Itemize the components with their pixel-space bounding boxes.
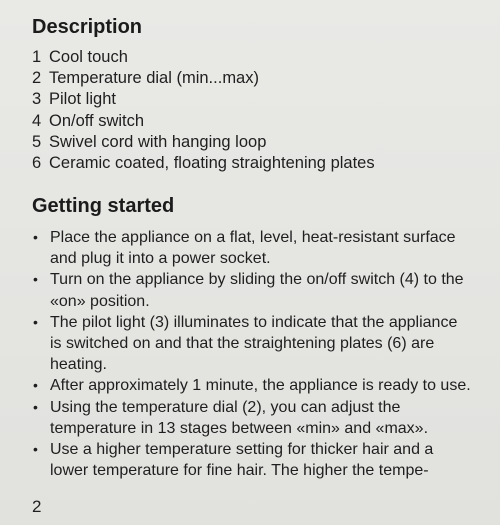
list-item: [32, 269, 487, 311]
item-text: On/off switch: [49, 111, 145, 130]
item-number: 5: [32, 132, 42, 151]
instruction-text: Using the temperature dial (2), you can adjust the temperature in 13 stages between «min» and «max».: [50, 398, 429, 437]
item-number: 3: [32, 90, 42, 109]
getting-started-heading: Getting started: [32, 195, 175, 217]
list-item: [32, 132, 375, 153]
list-item: [32, 227, 487, 269]
bullet-icon: •: [33, 229, 38, 245]
instruction-text: Turn on the appliance by sliding the on/off switch (4) to the «on» position.: [50, 271, 464, 310]
instruction-text: Use a higher temperature setting for thicker hair and a lower temperature for fine hair. The higher the tempe-: [50, 441, 434, 480]
instruction-text: The pilot light (3) illuminates to indicate that the appliance is switched on and that the straightening plates (6) are heating.: [50, 313, 458, 374]
item-text: Temperature dial (min...max): [49, 69, 259, 88]
bullet-icon: •: [33, 313, 38, 330]
bullet-icon: •: [33, 441, 38, 458]
list-item: [32, 68, 375, 89]
bullet-icon: •: [33, 377, 38, 394]
list-item: [32, 153, 375, 174]
item-text: Pilot light: [49, 90, 116, 109]
list-item: [32, 312, 487, 376]
list-item: [32, 397, 487, 439]
parts-list: [32, 47, 375, 174]
bullet-icon: •: [33, 398, 38, 415]
item-number: 4: [32, 111, 42, 130]
list-item: [32, 47, 375, 68]
instructions-list: [32, 227, 487, 481]
description-heading: Description: [32, 16, 143, 38]
item-text: Ceramic coated, floating straightening plates: [49, 154, 375, 173]
instruction-text: Place the appliance on a flat, level, heat-resistant surface and plug it into a power socket.: [50, 229, 456, 268]
item-number: 1: [32, 48, 42, 66]
list-item: [32, 375, 487, 396]
item-number: 2: [32, 69, 42, 88]
instruction-text: After approximately 1 minute, the appliance is ready to use.: [50, 377, 471, 395]
list-item: [32, 439, 487, 481]
list-item: [32, 89, 375, 110]
item-text: Cool touch: [49, 48, 128, 66]
item-text: Swivel cord with hanging loop: [49, 132, 267, 151]
item-number: 6: [32, 154, 42, 173]
page-number: 2: [32, 497, 42, 516]
list-item: [32, 111, 375, 132]
bullet-icon: •: [33, 271, 38, 288]
